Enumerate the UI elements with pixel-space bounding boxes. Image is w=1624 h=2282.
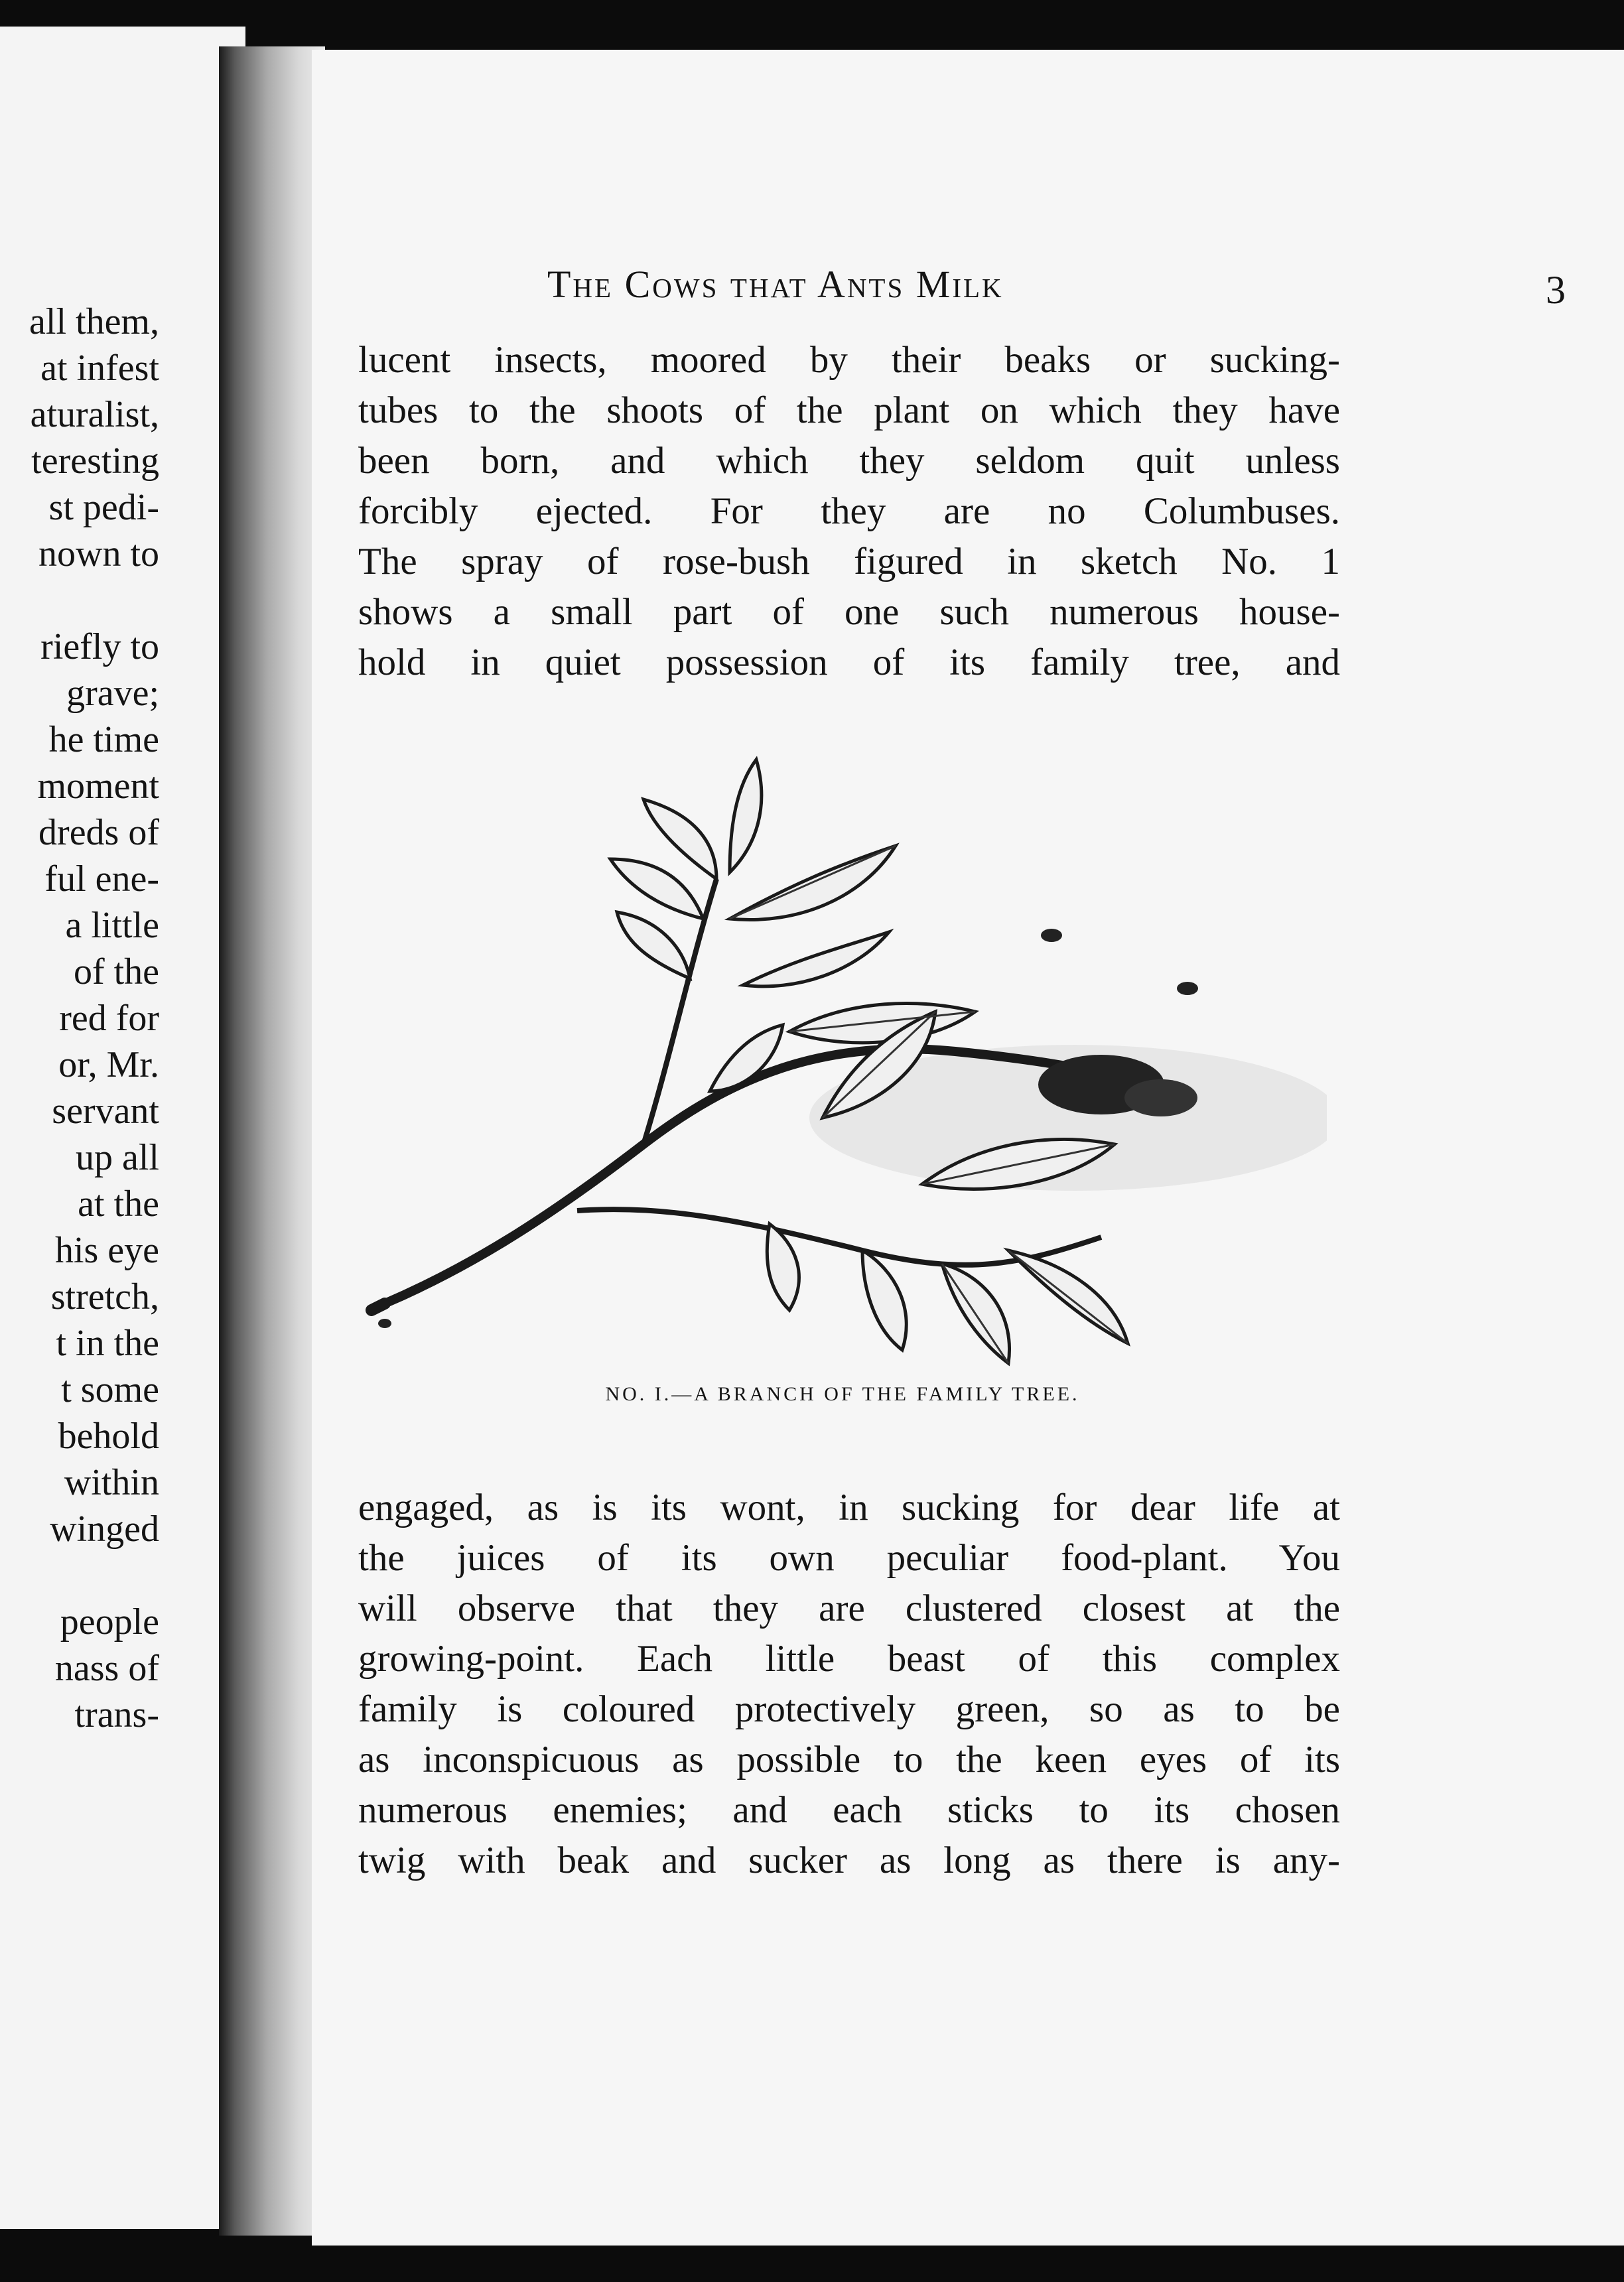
text-line: the juices of its own peculiar food-plant. You	[358, 1537, 1340, 1579]
running-head	[547, 262, 1566, 315]
left-page-line: dreds of	[38, 812, 159, 853]
left-page-line: he time	[48, 719, 159, 760]
text-line: shows a small part of one such numerous house-	[358, 591, 1340, 633]
book-gutter	[219, 46, 325, 2236]
left-page-line: servant	[52, 1091, 159, 1132]
left-page-line: his eye	[54, 1230, 159, 1271]
text-line: numerous enemies; and each sticks to its chosen	[358, 1789, 1340, 1831]
left-page-line: st pedi-	[48, 487, 159, 528]
text-line: been born, and which they seldom quit unless	[358, 440, 1340, 482]
text-line: hold in quiet possession of its family tree, and	[358, 641, 1340, 683]
left-page-line: aturalist,	[30, 394, 159, 435]
figure-caption: NO. I.—A BRANCH OF THE FAMILY TREE.	[605, 1383, 1080, 1405]
body-text-bottom	[358, 1483, 1340, 1886]
text-line: The spray of rose-bush figured in sketch No. 1	[358, 541, 1340, 582]
left-page-line: a little	[65, 905, 159, 946]
left-page-line: grave;	[66, 673, 159, 714]
rose-branch-illustration	[358, 746, 1327, 1396]
page-number: 3	[1546, 268, 1566, 312]
text-line: twig with beak and sucker as long as there is any-	[358, 1840, 1340, 1881]
left-page-line: winged	[50, 1509, 159, 1550]
text-line: engaged, as is its wont, in sucking for dear life at	[358, 1487, 1340, 1528]
left-page-line: or, Mr.	[58, 1044, 159, 1085]
left-page-line: up all	[76, 1137, 159, 1178]
left-page-line: at infest	[40, 348, 159, 389]
left-page-line: ful ene-	[44, 858, 159, 900]
left-page-line: within	[64, 1462, 159, 1503]
text-line: as inconspicuous as possible to the keen eyes of its	[358, 1739, 1340, 1780]
left-page-line: teresting	[31, 440, 159, 482]
left-page-line: people	[60, 1601, 159, 1643]
left-page-line: all them,	[29, 301, 159, 342]
text-line: family is coloured protectively green, so as to be	[358, 1688, 1340, 1730]
text-line: lucent insects, moored by their beaks or sucking-	[358, 339, 1340, 381]
left-page-line: nown to	[38, 533, 159, 574]
left-page-line: of the	[73, 951, 159, 992]
right-page	[312, 50, 1624, 2246]
left-page-line: stretch,	[50, 1276, 159, 1317]
left-page-line: trans-	[74, 1694, 159, 1735]
body-text-top	[358, 335, 1340, 688]
text-line: tubes to the shoots of the plant on which they have	[358, 389, 1340, 431]
text-line: forcibly ejected. For they are no Columbuses.	[358, 490, 1340, 532]
left-page-line: behold	[58, 1416, 159, 1457]
left-page-line: red for	[59, 998, 159, 1039]
left-page	[0, 27, 245, 2229]
left-page-line: t in the	[56, 1323, 159, 1364]
text-line: will observe that they are clustered closest at the	[358, 1587, 1340, 1629]
left-page-line: moment	[37, 766, 159, 807]
left-page-line: riefly to	[40, 626, 159, 667]
left-page-line: t some	[61, 1369, 159, 1410]
running-head-title: The Cows that Ants Milk	[547, 263, 1004, 306]
figure-rose-branch	[358, 746, 1327, 1443]
left-page-line: at the	[78, 1183, 159, 1225]
text-line: growing-point. Each little beast of this complex	[358, 1638, 1340, 1680]
left-page-line: nass of	[54, 1648, 159, 1689]
